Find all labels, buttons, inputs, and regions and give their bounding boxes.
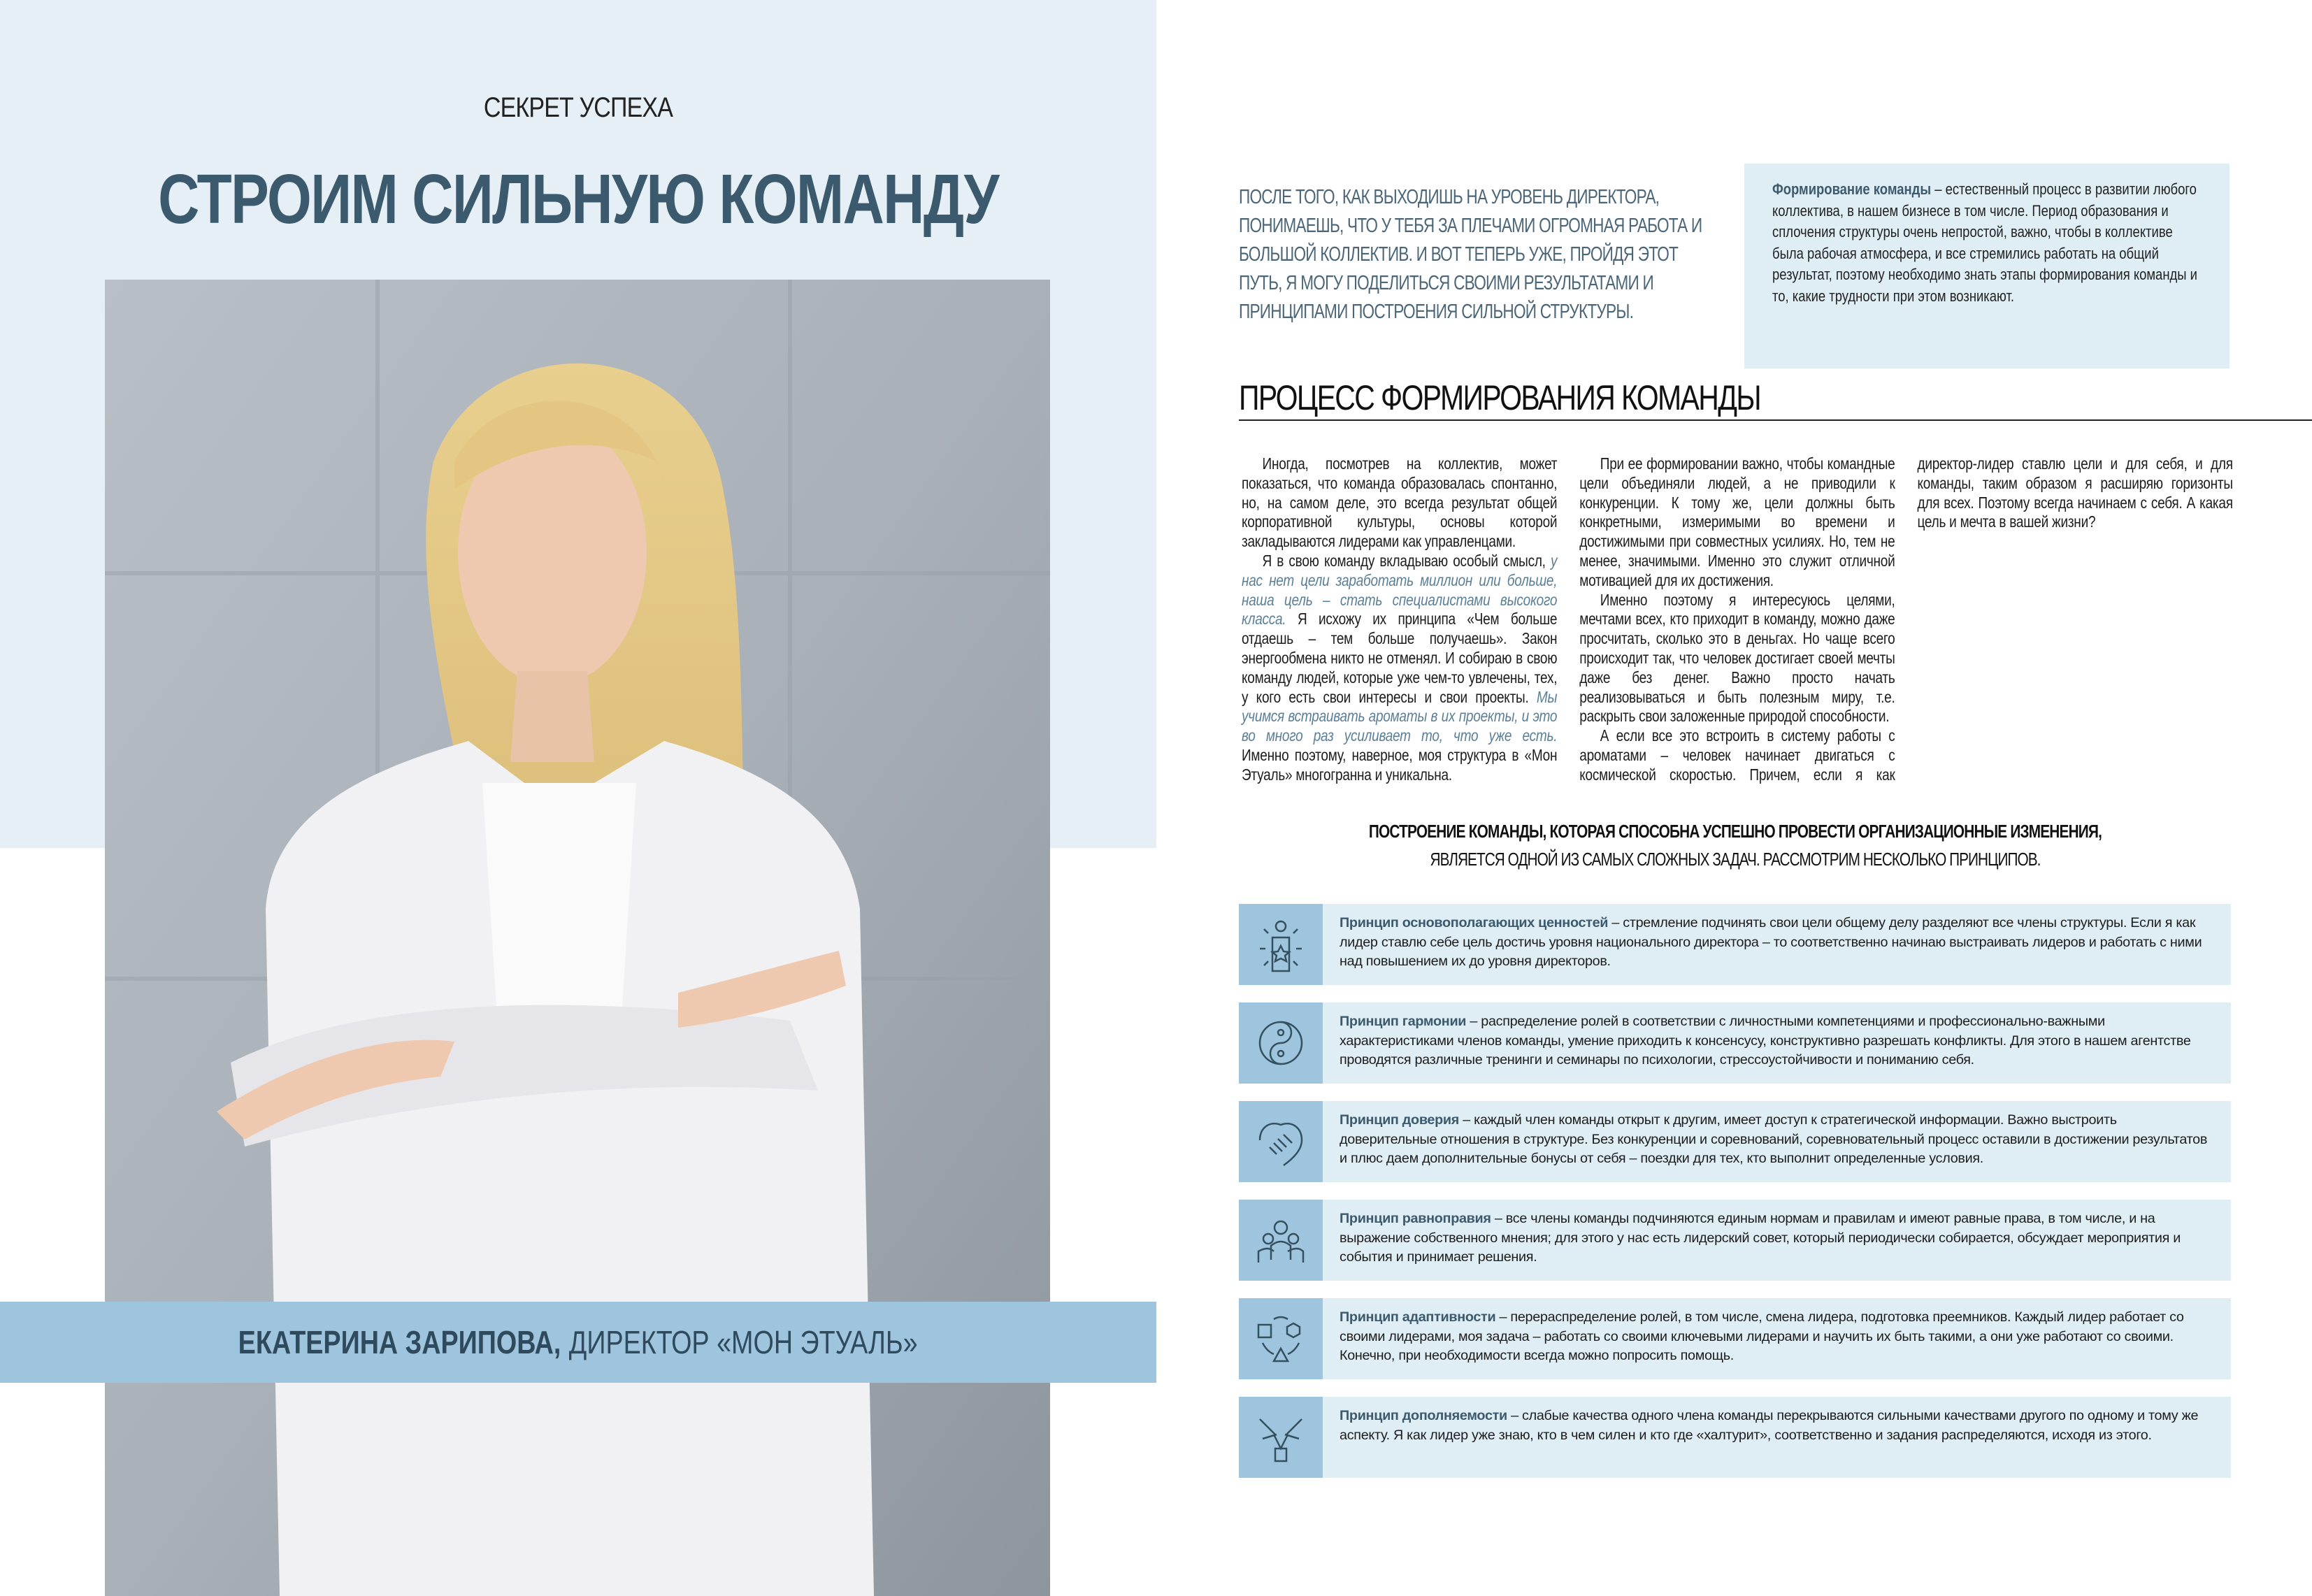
lead-line-2: ЯВЛЯЕТСЯ ОДНОЙ ИЗ САМЫХ СЛОЖНЫХ ЗАДАЧ. РАССМОТРИМ НЕСКОЛЬКО ПРИНЦИПОВ.	[1430, 849, 2041, 870]
principle-title: Принцип доверия	[1340, 1112, 1460, 1128]
page-title: СТРОИМ СИЛЬНУЮ КОМАНДУ	[158, 160, 998, 238]
hands-together-icon	[1239, 1397, 1323, 1478]
emphasis-text: Мы учимся встраивать ароматы в их проекты, и это во много раз усиливает то, что уже есть.	[1242, 687, 1558, 745]
principle-text	[1323, 1298, 2231, 1379]
name-caption-band	[0, 1302, 1156, 1383]
principle-description: – распределение ролей в соответствии с личностными компетенциями и профессионально-важными характеристиками членов команды, умение приходить к консенсусу, конструктивно разрешать конфликты. Для этого в нашем агентстве проводятся различные тренинги и семинары по психологии, стрессоустойчивости и пониманию себя.	[1340, 1014, 2191, 1067]
team-icon	[1239, 1200, 1323, 1281]
text: Я в свою команду вкладываю особый смысл,	[1262, 551, 1551, 570]
handshake-icon	[1239, 1101, 1323, 1182]
callout-content	[1772, 179, 2202, 307]
principle-description: – перераспределение ролей, в том числе, смена лидера, подготовка преемников. Каждый лидер работает со своими лидерами, моя задача – работать со своими ключевыми лидерами и научить их быть такими, а они уже работают со своими. Конечно, при необходимости всегда можно попросить помощь.	[1340, 1309, 2184, 1363]
leader-star-icon	[1239, 904, 1323, 985]
text: Я исхожу их принципа «Чем больше отдаешь – тем больше получаешь». Закон энергообмена никто не отменял. И собираю в свою команду людей, которые уже чем-то увлечены, тех, у кого есть свои интересы и свои проекты.	[1242, 610, 1558, 706]
principle-text	[1323, 904, 2231, 985]
principle-description: – все члены команды подчиняются единым нормам и правилам и имеют равные права, в том числе, и на выражение собственного мнения; для этого у нас есть лидерский совет, который периодически собирается, обсуждает мероприятия и события и принимает решения.	[1340, 1211, 2181, 1265]
person-name: ЕКАТЕРИНА ЗАРИПОВА,	[238, 1324, 561, 1360]
portrait-photo	[105, 280, 1050, 1596]
principle-text	[1323, 1101, 2231, 1182]
intro-text: ПОСЛЕ ТОГО, КАК ВЫХОДИШЬ НА УРОВЕНЬ ДИРЕКТОРА, ПОНИМАЕШЬ, ЧТО У ТЕБЯ ЗА ПЛЕЧАМИ ОГРОМНАЯ РАБОТА И БОЛЬШОЙ КОЛЛЕКТИВ. И ВОТ ТЕПЕРЬ УЖЕ, ПРОЙДЯ ЭТОТ ПУТЬ, Я МОГУ ПОДЕЛИТЬСЯ СВОИМИ РЕЗУЛЬТАТАМИ И ПРИНЦИПАМИ ПОСТРОЕНИЯ СИЛЬНОЙ СТРУКТУРЫ.	[1239, 186, 1702, 323]
shapes-cycle-icon	[1239, 1298, 1323, 1379]
paragraph	[1242, 552, 1557, 785]
emphasis-text: у нас нет цели заработать миллион или больше, наша цель – стать специалистами высокого класса.	[1242, 551, 1558, 628]
principle-item	[1239, 1298, 2231, 1379]
callout-text: – естественный процесс в развитии любого коллектива, в нашем бизнесе в том числе. Период образования и сплочения структуры очень непростой, важно, чтобы в коллективе была рабочая атмосфера, и все стремились работать на общий результат, поэтому необходимо знать этапы формирования команды и то, какие трудности при этом возникают.	[1772, 180, 2197, 305]
principle-description: – слабые качества одного члена команды перекрываются сильными качествами другого по одному и тому же аспекту. Я как лидер уже знаю, кто в чем силен и кто где «халтурит», соответственно и задания распределяются, исходя из этого.	[1340, 1408, 2199, 1443]
person-role: ДИРЕКТОР «МОН ЭТУАЛЬ»	[569, 1324, 918, 1360]
article-body	[1242, 454, 2233, 793]
principle-title: Принцип основополагающих ценностей	[1340, 915, 1609, 930]
paragraph: Иногда, посмотрев на коллектив, может показаться, что команда образовалась спонтанно, но, на самом деле, это всегда результат общей корпоративной культуры, основы которой закладываются лидерами как управленцами.	[1242, 454, 1558, 551]
principle-title: Принцип равноправия	[1340, 1211, 1491, 1226]
principle-description: – стремление подчинять свои цели общему делу разделяют все члены структуры. Если я как лидер ставлю себе цель достичь уровня национального директора – то соответственно начинаю выстраивать лидеров и работать с ними над повышением их до уровня директоров.	[1340, 915, 2202, 969]
section-heading-text: ПРОЦЕСС ФОРМИРОВАНИЯ КОМАНДЫ	[1239, 378, 1760, 417]
section-heading	[1239, 378, 2312, 421]
text: Именно поэтому, наверное, моя структура в «Мон Этуаль» многогранна и уникальна.	[1242, 745, 1558, 784]
lead-line-1: ПОСТРОЕНИЕ КОМАНДЫ, КОТОРАЯ СПОСОБНА УСПЕШНО ПРОВЕСТИ ОРГАНИЗАЦИОННЫЕ ИЗМЕНЕНИЯ,	[1368, 821, 2102, 842]
paragraph: Именно поэтому я интересуюсь целями, мечтами всех, кто приходит в команду, можно даже просчитать, сколько это в деньгах. Но чаще всего происходит так, что человек достигает своей мечты даже без денег. Важно просто начать реализовываться и быть полезным миру, т.е. раскрыть свои заложенные природой способности.	[1579, 590, 1895, 726]
principle-description: – каждый член команды открыт к другим, имеет доступ к стратегической информации. Важно выстроить доверительные отношения в структуре. Без конкуренции и соревнований, соревновательный процесс оставили в достижении результатов и плюс даем дополнительные бонусы от себя – поездки для тех, кто выполнит определенные условия.	[1340, 1112, 2208, 1166]
callout-term: Формирование команды	[1772, 180, 1932, 198]
principle-item	[1239, 1002, 2231, 1084]
principle-title: Принцип гармонии	[1340, 1014, 1467, 1029]
principle-item	[1239, 1101, 2231, 1182]
principle-item	[1239, 904, 2231, 985]
principle-item	[1239, 1200, 2231, 1281]
paragraph: А если все это встроить в систему работы с ароматами – человек начинает двигаться с космической скоростью. Причем, если я как директор-лидер ставлю цели и для себя, и для команды, таким образом я расширяю горизонты для всех. Поэтому всегда начинаем с себя. А какая цель и мечта в вашей жизни?	[1579, 454, 2233, 784]
principle-text	[1323, 1200, 2231, 1281]
principle-title: Принцип адаптивности	[1340, 1309, 1496, 1325]
paragraph: При ее формировании важно, чтобы командные цели объединяли людей, а не приводили к конкуренции. К тому же, цели должны быть конкретными, измеримыми во времени и достижимыми при совместных усилиях. Но, тем не менее, значимыми. Именно это служит отличной мотивацией для их достижения.	[1579, 454, 1895, 589]
principle-title: Принцип дополняемости	[1340, 1408, 1507, 1423]
callout-box	[1744, 164, 2230, 368]
principle-text	[1323, 1397, 2231, 1478]
principle-item	[1239, 1397, 2231, 1478]
principle-text	[1323, 1002, 2231, 1084]
yin-yang-icon	[1239, 1002, 1323, 1084]
section-kicker: СЕКРЕТ УСПЕХА	[483, 92, 673, 123]
